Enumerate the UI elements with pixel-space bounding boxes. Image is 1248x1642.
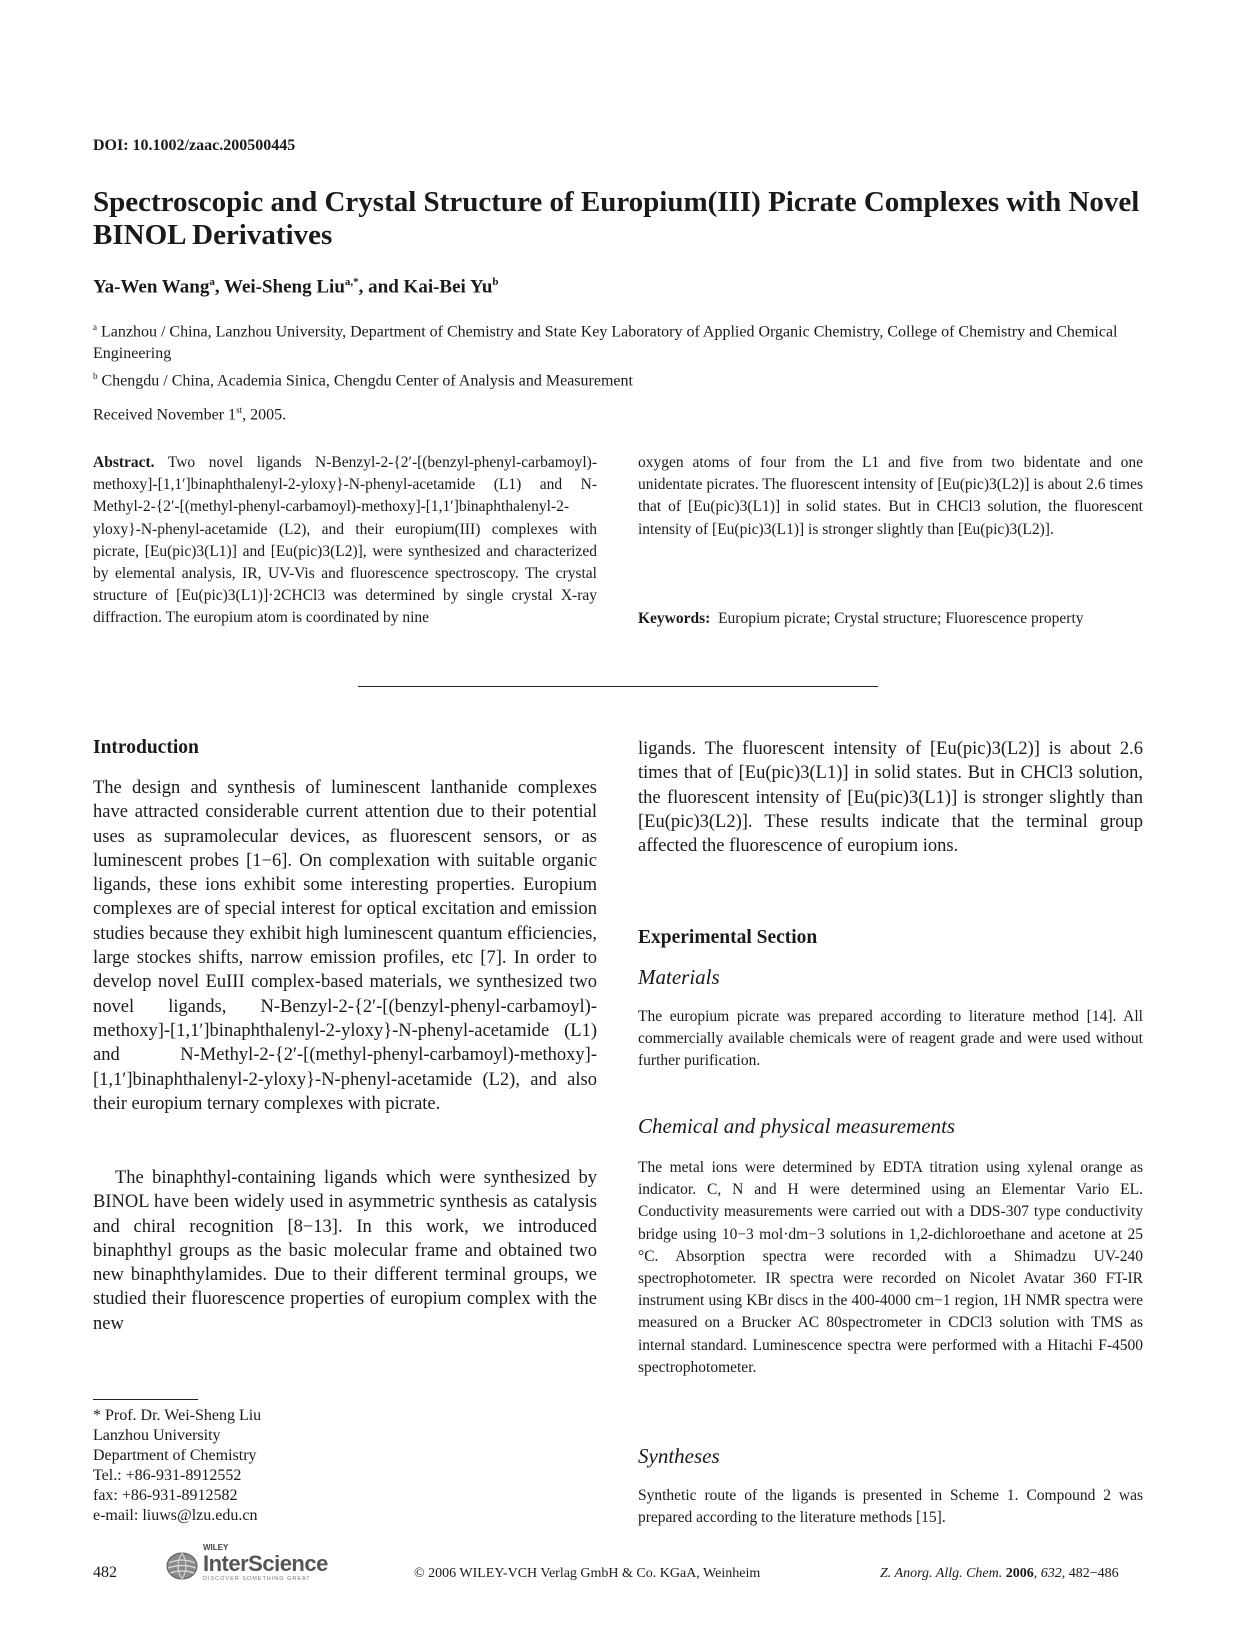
- abstract-right: oxygen atoms of four from the L1 and five from two bidentate and one unidentate picrates. The fluorescent intensity of [Eu(pic)3(L2)] is about 2.6 times that of [Eu(pic)3(L1)] in solid states. But in CHCl3 solution, the fluorescent intensity of [Eu(pic)3(L1)] is stronger slightly than [Eu(pic)3(L2)].: [638, 454, 1143, 538]
- journal-year: 2006: [1005, 1566, 1034, 1581]
- author-2: Wei-Sheng Liu: [224, 276, 345, 298]
- keywords: [638, 608, 1143, 630]
- received-post: , 2005.: [242, 406, 287, 424]
- author-1: Ya-Wen Wang: [93, 276, 210, 298]
- author-3-affil: b: [492, 276, 499, 288]
- experimental-heading: Experimental Section: [638, 927, 818, 948]
- affiliations: [93, 316, 1153, 393]
- copyright: © 2006 WILEY-VCH Verlag GmbH & Co. KGaA, Weinheim: [414, 1566, 761, 1581]
- footnote-line: Tel.: +86-931-8912552: [93, 1467, 242, 1484]
- author-2-affil: a,*: [344, 276, 359, 288]
- corresponding-author-footnote: [93, 1406, 261, 1526]
- syntheses-heading: Syntheses: [638, 1444, 720, 1468]
- affiliation-a-text: Lanzhou / China, Lanzhou University, Department of Chemistry and State Key Laboratory of Applied Organic Chemistry, College of Chemistry and Chemical Engineering: [93, 323, 1118, 363]
- journal-pages: , 482−486: [1061, 1566, 1119, 1581]
- chemical-measurements-paragraph: The metal ions were determined by EDTA titration using xylenal orange as indicator. C, N and H were determined using an Elementar Vario EL. Conductivity measurements were carried out with a DDS-307 type conductivity bridge using 10−3 mol·dm−3 solutions in 1,2-dichloroethane and acetone at 25 °C. Absorption spectra were recorded with a Shimadzu UV-240 spectrophotometer. IR spectra were recorded on Nicolet Avatar 360 FT-IR instrument using KBr discs in the 400-4000 cm−1 region, 1H NMR spectra were measured on a Brucker AC 80spectrometer in CDCl3 solution with TMS as internal standard. Luminescence spectra were performed with a Hitachi F-4500 spectrophotometer.: [638, 1159, 1143, 1376]
- author-3: Kai-Bei Yu: [403, 276, 493, 298]
- author-sep: , and: [358, 276, 404, 298]
- journal-citation: Z. Anorg. Allg. Chem. 2006, 632, 482−486: [880, 1566, 1119, 1581]
- affiliation-a: [93, 316, 1153, 365]
- affiliation-b: [93, 365, 1153, 392]
- footnote-email[interactable]: e-mail: liuws@lzu.edu.cn: [93, 1507, 258, 1524]
- chemical-measurements-heading: Chemical and physical measurements: [638, 1114, 956, 1138]
- received-sup: st: [236, 405, 243, 415]
- abstract-text: Two novel ligands N-Benzyl-2-{2′-[(benzyl-phenyl-carbamoyl)-methoxy]-[1,1′]binaphthalenyl-2-yloxy}-N-phenyl-acetamide (L1) and N-Methyl-2-{2′-[(methyl-phenyl-carbamoyl)-methoxy]-[1,1′]binaphthalenyl-2-yloxy}-N-phenyl-acetamide (L2), and their europium(III) complexes with picrate, [Eu(pic)3(L1)] and [Eu(pic)3(L2)], were synthesized and characterized by elemental analysis, IR, UV-Vis and fluorescence spectroscopy. The crystal structure of [Eu(pic)3(L1)]·2CHCl3 was determined by single crystal X-ray diffraction. The europium atom is coordinated by nine: [93, 454, 597, 627]
- syntheses-paragraph: Synthetic route of the ligands is presented in Scheme 1. Compound 2 was prepared according to the literature methods [15].: [638, 1487, 1143, 1527]
- authors: [93, 276, 499, 298]
- materials-heading: Materials: [638, 965, 720, 989]
- section-divider: [358, 686, 878, 687]
- logo-interscience-text: InterScience: [203, 1551, 328, 1576]
- affiliation-b-sup: b: [93, 371, 98, 382]
- footnote-line: * Prof. Dr. Wei-Sheng Liu: [93, 1407, 262, 1424]
- page-number: 482: [93, 1564, 117, 1581]
- journal-volume: 632: [1040, 1566, 1062, 1581]
- introduction-paragraph-1: The design and synthesis of luminescent lanthanide complexes have attracted considerable current attention due to their potential uses as supramolecular devices, as fluorescent sensors, or as luminescent probes [1−6]. On complexation with suitable organic ligands, these ions exhibit some interesting properties. Europium complexes are of special interest for optical excitation and emission studies because they exhibit high luminescent quantum efficiencies, large stockes shifts, narrow emission profiles, etc [7]. In order to develop novel EuIII complex-based materials, we synthesized two novel ligands, N-Benzyl-2-{2′-[(benzyl-phenyl-carbamoyl)-methoxy]-[1,1′]binaphthalenyl-2-yloxy}-N-phenyl-acetamide (L1) and N-Methyl-2-{2′-[(methyl-phenyl-carbamoyl)-methoxy]-[1,1′]binaphthalenyl-2-yloxy}-N-phenyl-acetamide (L2), and also their europium ternary complexes with picrate.: [93, 778, 597, 1114]
- logo-tagline: DISCOVER SOMETHING GREAT: [203, 1576, 311, 1582]
- footnote-line: fax: +86-931-8912582: [93, 1487, 238, 1504]
- keywords-label: Keywords:: [638, 610, 711, 627]
- materials-paragraph: The europium picrate was prepared according to literature method [14]. All commercially available chemicals were of reagent grade and were used without further purification.: [638, 1008, 1143, 1070]
- introduction-paragraph-3: ligands. The fluorescent intensity of [Eu(pic)3(L2)] is about 2.6 times that of [Eu(pic)3(L1)] in solid states. But in CHCl3 solution, the fluorescent intensity of [Eu(pic)3(L1)] is stronger slightly than [Eu(pic)3(L2)]. These results indicate that the terminal group affected the fluorescence of europium ions.: [638, 739, 1143, 857]
- received-date: [93, 405, 286, 424]
- abstract-label: Abstract.: [93, 454, 155, 471]
- received-pre: Received November 1: [93, 406, 237, 424]
- footnote-line: Department of Chemistry: [93, 1447, 257, 1464]
- affiliation-b-text: Chengdu / China, Academia Sinica, Chengdu Center of Analysis and Measurement: [97, 372, 633, 390]
- author-1-affil: a: [209, 276, 215, 288]
- abstract-left: [93, 452, 597, 630]
- journal-name: Z. Anorg. Allg. Chem.: [880, 1566, 1003, 1581]
- doi: DOI: 10.1002/zaac.200500445: [93, 137, 296, 154]
- logo-wiley-text: WILEY: [203, 1543, 229, 1552]
- interscience-logo: [165, 1543, 335, 1583]
- introduction-paragraph-2: The binaphthyl-containing ligands which were synthesized by BINOL have been widely used in asymmetric synthesis as catalysis and chiral recognition [8−13]. In this work, we introduced binaphthyl groups as the basic molecular frame and obtained two new binaphthylamides. Due to their different terminal groups, we studied their fluorescence properties of europium complex with the new: [93, 1168, 597, 1334]
- globe-icon: [165, 1551, 199, 1581]
- footnote-line: Lanzhou University: [93, 1427, 221, 1444]
- footnote-rule: [93, 1399, 198, 1400]
- affiliation-a-sup: a: [93, 322, 97, 332]
- paper-title: Spectroscopic and Crystal Structure of Europium(III) Picrate Complexes with Novel BINOL Derivatives: [93, 186, 1140, 251]
- author-sep: ,: [214, 276, 224, 298]
- introduction-heading: Introduction: [93, 737, 199, 758]
- keywords-text: Europium picrate; Crystal structure; Fluorescence property: [718, 610, 1084, 627]
